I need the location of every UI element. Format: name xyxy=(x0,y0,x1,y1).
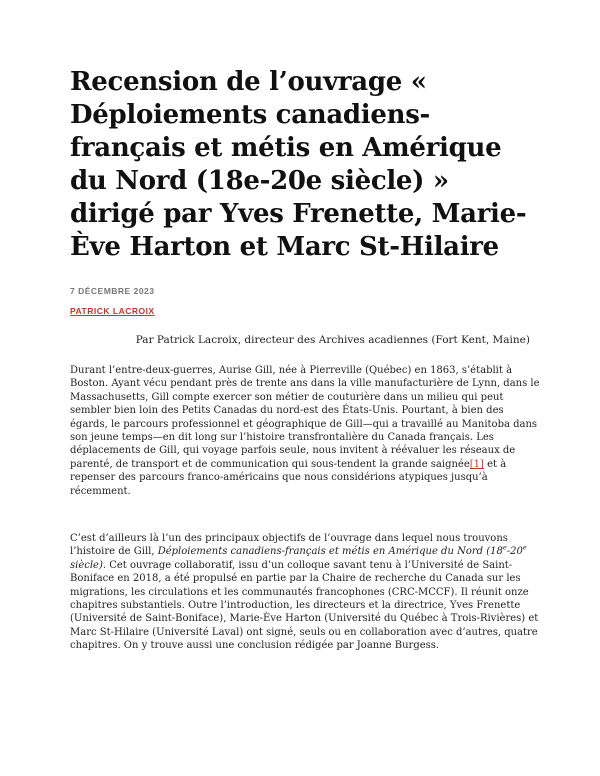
article-title: Recension de l’ouvrage « Déploiements canadiens-français et métis en Amérique du Nord (18e-20e siècle) » dirigé par Yves Frenette, Marie-Ève Harton et Marc St-Hilaire xyxy=(70,67,527,262)
publication-date: 7 DÉCEMBRE 2023 xyxy=(70,286,155,296)
author-link[interactable]: PATRICK LACROIX xyxy=(70,306,155,316)
superscript-e-b: e xyxy=(522,544,527,553)
paragraph-2-intro: C’est d’ailleurs là l’un des principaux objectifs de l’ouvrage dans lequel nous trouvons l’histoire de Gill, xyxy=(70,533,508,558)
book-title-part-c: siècle) xyxy=(70,559,103,571)
paragraph-2 xyxy=(70,532,540,653)
footnote-link-1[interactable]: [1] xyxy=(469,458,484,470)
superscript-e-a: e xyxy=(502,544,507,553)
paragraph-2-rest: . Cet ouvrage collaboratif, issu d’un colloque savant tenu à l’Université de Saint-Boniface en 2018, a été propulsé en partie par la Chaire de recherche du Canada sur les migrations, les circulations et les communautés francophones (CRC-MCCF). Il réunit onze chapitres substantiels. Outre l’introduction, les directeurs et la directrice, Yves Frenette (Université de Saint-Boniface), Marie-Ève Harton (Université du Québec à Trois-Rivières) et Marc St-Hilaire (Université Laval) ont signé, seuls ou en collaboration avec d’autres, quatre chapitres. On y trouve aussi une conclusion rédigée par Joanne Burgess. xyxy=(70,559,539,652)
paragraph-1-text-b: et à repenser des parcours franco-américains que nous considérions atypiques jusqu’à récemment. xyxy=(70,458,507,497)
book-title-part-a: Déploiements canadiens-français et métis en Amérique du Nord (18 xyxy=(157,546,503,558)
paragraph-1 xyxy=(70,364,540,498)
paragraph-1-text-a: Durant l’entre-deux-guerres, Aurise Gill, née à Pierreville (Québec) en 1863, s’établit à Boston. Ayant vécu pendant près de trente ans dans la ville manufacturière de Lynn, dans le Massachusetts, Gill compte exercer son métier de couturière dans un milieu qui peut sembler bien loin des Petits Canadas du nord-est des États-Unis. Pourtant, à bien des égards, le parcours professionnel et géographique de Gill—qui a travaillé au Manitoba dans son jeune temps—en dit long sur l’histoire transfrontalière du Canada français. Les déplacements de Gill, qui voyage parfois seule, nous invitent à réévaluer les réseaux de parenté, de transport et de communication qui sous-tendent la grande saignée xyxy=(70,365,540,470)
book-title-part-b: -20 xyxy=(506,546,523,558)
author-byline: Par Patrick Lacroix, directeur des Archives acadiennes (Fort Kent, Maine) xyxy=(135,334,530,346)
